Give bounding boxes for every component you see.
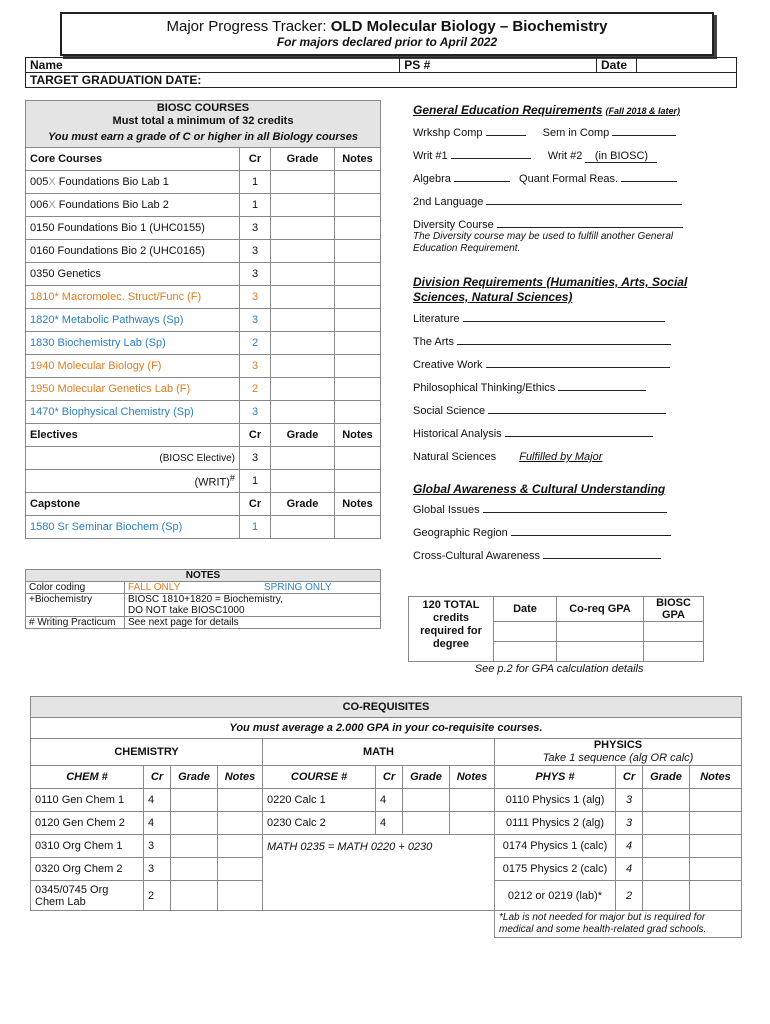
gen-ed-section: General Education Requirements (Fall 2018 & later) Wrkshp Comp Sem in Comp Writ #1 Writ #2 (in BIOSC) Algebra Quant Formal Reas. 2nd Language Diversity Course The Diversity course may be used to fulfill another General Education Requirement.	[413, 103, 703, 255]
grade-cell[interactable]	[643, 789, 690, 812]
global-field[interactable]	[543, 558, 661, 559]
grade-cell[interactable]	[271, 194, 335, 217]
notes-cell[interactable]	[335, 217, 381, 240]
grade-cell[interactable]	[643, 881, 690, 911]
notes-cell[interactable]	[335, 470, 381, 493]
course-name: 1470* Biophysical Chemistry (Sp)	[26, 401, 240, 424]
grade-cell[interactable]	[643, 858, 690, 881]
coreq-row	[31, 789, 742, 812]
notes-cell[interactable]	[690, 812, 742, 835]
elective-cr: 1	[240, 470, 271, 493]
core-course-row	[26, 171, 381, 194]
global-item: Cross-Cultural Awareness	[413, 550, 708, 573]
division-field[interactable]	[558, 390, 646, 391]
course-cr: 2	[240, 378, 271, 401]
core-course-row	[26, 263, 381, 286]
gpa-note: See p.2 for GPA calculation details	[474, 662, 644, 675]
lab-note: *Lab is not needed for major but is required for medical and some health-related grad schools.	[495, 911, 742, 938]
course-name: 1810* Macromolec. Struct/Func (F)	[26, 286, 240, 309]
gen-ed-title: General Education Requirements (Fall 2018 & later)	[413, 103, 680, 117]
chem-course: 0110 Gen Chem 1	[31, 789, 144, 812]
diversity-note: The Diversity course may be used to fulfill another General Education Requirement.	[413, 231, 674, 254]
biosc-credits-note: Must total a minimum of 32 credits	[26, 115, 381, 127]
core-course-row	[26, 332, 381, 355]
notes-cell[interactable]	[335, 401, 381, 424]
chemistry-header: CHEMISTRY	[31, 739, 263, 766]
chem-num-header: CHEM #	[31, 766, 144, 789]
writing-label: # Writing Practicum	[26, 617, 125, 629]
course-cr: 3	[240, 309, 271, 332]
grade-cell[interactable]	[271, 332, 335, 355]
phys-num-header: PHYS #	[495, 766, 616, 789]
grade-header: Grade	[643, 766, 690, 789]
chem-course: 0320 Org Chem 2	[31, 858, 144, 881]
course-cr: 2	[240, 332, 271, 355]
notes-cell[interactable]	[218, 881, 263, 911]
notes-cell[interactable]	[335, 263, 381, 286]
color-coding-label: Color coding	[26, 582, 125, 594]
biochem-label: +Biochemistry	[26, 594, 125, 617]
elective-writ: (WRIT)#	[26, 470, 240, 493]
cr-header: Cr	[240, 493, 271, 516]
chem-cr: 2	[144, 881, 171, 911]
notes-header: Notes	[335, 493, 381, 516]
notes-cell[interactable]	[218, 858, 263, 881]
grade-cell[interactable]	[271, 378, 335, 401]
notes-table	[25, 569, 381, 629]
grade-header: Grade	[403, 766, 450, 789]
grade-cell[interactable]	[171, 789, 218, 812]
coreq-subtitle: You must average a 2.000 GPA in your co-requisite courses.	[31, 718, 742, 739]
phys-cr: 3	[616, 812, 643, 835]
course-name: 005X Foundations Bio Lab 1	[26, 171, 240, 194]
math-course: 0220 Calc 1	[263, 789, 376, 812]
course-cr: 3	[240, 286, 271, 309]
core-course-row	[26, 240, 381, 263]
grade-cell[interactable]	[271, 263, 335, 286]
notes-title: NOTES	[26, 570, 381, 582]
global-item: Geographic Region	[413, 527, 708, 550]
language-field[interactable]	[486, 204, 682, 205]
grade-cell[interactable]	[271, 217, 335, 240]
ps-field[interactable]: PS #	[400, 58, 597, 73]
notes-header: Notes	[335, 424, 381, 447]
writ2-field: (in BIOSC)	[585, 150, 657, 163]
division-field[interactable]	[457, 344, 671, 345]
coreq-table	[30, 696, 742, 938]
grade-cell[interactable]	[271, 286, 335, 309]
chem-course: 0345/0745 Org Chem Lab	[31, 881, 144, 911]
math-cr: 4	[376, 812, 403, 835]
course-name: 0150 Foundations Bio 1 (UHC0155)	[26, 217, 240, 240]
global-title: Global Awareness & Cultural Understanding	[413, 482, 666, 496]
chem-cr: 4	[144, 789, 171, 812]
grade-cell[interactable]	[171, 835, 218, 858]
grade-header: Grade	[271, 148, 335, 171]
cr-header: Cr	[240, 148, 271, 171]
total-credits: 120 TOTAL credits required for degree	[409, 597, 494, 662]
gpa-date-header: Date	[494, 597, 557, 622]
grade-cell[interactable]	[271, 401, 335, 424]
gpa-cell[interactable]	[644, 622, 704, 642]
quant-field[interactable]	[621, 181, 677, 182]
division-section: Division Requirements (Humanities, Arts, Social Sciences, Natural Sciences) Literature The Arts Creative Work Philosophical Thinking/Ethics Social Science Historical Analysis Natural Sciences Fulfilled by Major	[413, 275, 708, 474]
student-info-table	[25, 57, 737, 88]
course-name: 006X Foundations Bio Lab 2	[26, 194, 240, 217]
notes-cell[interactable]	[335, 240, 381, 263]
core-courses-header: Core Courses	[26, 148, 240, 171]
grade-cell[interactable]	[403, 789, 450, 812]
natural-sciences-value: Fulfilled by Major	[519, 451, 603, 463]
notes-header: Notes	[450, 766, 495, 789]
coreq-row	[31, 835, 742, 858]
grade-cell[interactable]	[271, 516, 335, 539]
core-course-row	[26, 378, 381, 401]
division-field[interactable]	[486, 367, 670, 368]
course-cr: 1	[240, 194, 271, 217]
global-item: Global Issues	[413, 504, 708, 527]
title-box	[60, 12, 714, 56]
core-course-row	[26, 401, 381, 424]
division-item: Historical Analysis	[413, 428, 708, 451]
page-subtitle: For majors declared prior to April 2022	[276, 35, 498, 49]
physics-header: PHYSICS Take 1 sequence (alg OR calc)	[495, 739, 742, 766]
grade-cell[interactable]	[171, 812, 218, 835]
grade-header: Grade	[271, 424, 335, 447]
wrkshp-comp-field[interactable]	[486, 135, 526, 136]
chem-cr: 3	[144, 835, 171, 858]
phys-course: 0212 or 0219 (lab)*	[495, 881, 616, 911]
gpa-cell[interactable]	[494, 642, 557, 662]
course-cr: 3	[240, 240, 271, 263]
division-item: Literature	[413, 313, 708, 336]
cr-header: Cr	[616, 766, 643, 789]
date-label: Date	[597, 58, 637, 73]
division-item: Creative Work	[413, 359, 708, 382]
chem-course: 0120 Gen Chem 2	[31, 812, 144, 835]
gpa-cell[interactable]	[557, 622, 644, 642]
phys-course: 0174 Physics 1 (calc)	[495, 835, 616, 858]
capstone-header: Capstone	[26, 493, 240, 516]
grade-cell[interactable]	[271, 470, 335, 493]
chem-cr: 3	[144, 858, 171, 881]
coreq-row	[31, 812, 742, 835]
grade-cell[interactable]	[271, 447, 335, 470]
global-section	[413, 482, 708, 573]
math-note: MATH 0235 = MATH 0220 + 0230	[263, 835, 495, 911]
biosc-grade-note: You must earn a grade of C or higher in all Biology courses	[26, 127, 381, 148]
phys-cr: 3	[616, 789, 643, 812]
grade-cell[interactable]	[643, 835, 690, 858]
algebra-field[interactable]	[454, 181, 510, 182]
notes-cell[interactable]	[335, 171, 381, 194]
notes-cell[interactable]	[690, 835, 742, 858]
notes-cell[interactable]	[690, 858, 742, 881]
notes-cell[interactable]	[335, 355, 381, 378]
notes-cell[interactable]	[335, 447, 381, 470]
core-course-row	[26, 309, 381, 332]
name-field[interactable]: Name	[26, 58, 400, 73]
notes-cell[interactable]	[335, 194, 381, 217]
phys-cr: 4	[616, 858, 643, 881]
gpa-cell[interactable]	[644, 642, 704, 662]
core-course-row	[26, 286, 381, 309]
notes-cell[interactable]	[335, 286, 381, 309]
spring-only-legend: SPRING ONLY	[261, 582, 381, 594]
math-course: 0230 Calc 2	[263, 812, 376, 835]
cr-header: Cr	[376, 766, 403, 789]
grade-header: Grade	[271, 493, 335, 516]
capstone-cr: 1	[240, 516, 271, 539]
math-cr: 4	[376, 789, 403, 812]
global-field[interactable]	[483, 512, 667, 513]
electives-header: Electives	[26, 424, 240, 447]
notes-cell[interactable]	[690, 881, 742, 911]
notes-cell[interactable]	[218, 835, 263, 858]
gpa-cell[interactable]	[557, 642, 644, 662]
coreq-title: CO-REQUISITES	[31, 697, 742, 718]
grade-cell[interactable]	[403, 812, 450, 835]
fall-only-legend: FALL ONLY	[125, 582, 262, 594]
notes-header: Notes	[335, 148, 381, 171]
notes-cell[interactable]	[450, 812, 495, 835]
course-name: 0160 Foundations Bio 2 (UHC0165)	[26, 240, 240, 263]
cr-header: Cr	[144, 766, 171, 789]
phys-course: 0110 Physics 1 (alg)	[495, 789, 616, 812]
notes-cell[interactable]	[335, 378, 381, 401]
notes-header: Notes	[690, 766, 742, 789]
grade-cell[interactable]	[171, 858, 218, 881]
diversity-field[interactable]	[497, 227, 683, 228]
page-title: Major Progress Tracker: OLD Molecular Biology – Biochemistry	[166, 18, 608, 35]
division-item: Social Science	[413, 405, 708, 428]
grade-header: Grade	[171, 766, 218, 789]
phys-cr: 4	[616, 835, 643, 858]
notes-cell[interactable]	[335, 332, 381, 355]
core-course-row	[26, 194, 381, 217]
math-header: MATH	[263, 739, 495, 766]
chem-cr: 4	[144, 812, 171, 835]
core-course-row	[26, 355, 381, 378]
notes-cell[interactable]	[690, 789, 742, 812]
notes-cell[interactable]	[218, 812, 263, 835]
gpa-cell[interactable]	[494, 622, 557, 642]
cr-header: Cr	[240, 424, 271, 447]
biosc-gpa-header: BIOSC GPA	[644, 597, 704, 622]
biosc-title: BIOSC COURSES	[26, 101, 381, 116]
course-name: 1830 Biochemistry Lab (Sp)	[26, 332, 240, 355]
phys-cr: 2	[616, 881, 643, 911]
grade-cell[interactable]	[271, 309, 335, 332]
phys-course: 0111 Physics 2 (alg)	[495, 812, 616, 835]
course-name: 1820* Metabolic Pathways (Sp)	[26, 309, 240, 332]
grade-cell[interactable]	[271, 355, 335, 378]
elective-cr: 3	[240, 447, 271, 470]
grade-cell[interactable]	[271, 240, 335, 263]
notes-cell[interactable]	[218, 789, 263, 812]
course-name: 0350 Genetics	[26, 263, 240, 286]
notes-cell[interactable]	[450, 789, 495, 812]
grade-cell[interactable]	[271, 171, 335, 194]
course-cr: 3	[240, 401, 271, 424]
elective-biosc: (BIOSC Elective)	[26, 447, 240, 470]
notes-cell[interactable]	[335, 516, 381, 539]
division-field[interactable]	[488, 413, 666, 414]
division-field[interactable]	[505, 436, 653, 437]
biochem-note: BIOSC 1810+1820 = Biochemistry, DO NOT take BIOSC1000	[125, 594, 381, 617]
notes-cell[interactable]	[335, 309, 381, 332]
division-item: Philosophical Thinking/Ethics	[413, 382, 708, 405]
course-name: 1950 Molecular Genetics Lab (F)	[26, 378, 240, 401]
division-field[interactable]	[463, 321, 665, 322]
course-cr: 3	[240, 355, 271, 378]
writing-note: See next page for details	[125, 617, 381, 629]
writ1-field[interactable]	[451, 158, 531, 159]
course-name: 1940 Molecular Biology (F)	[26, 355, 240, 378]
grade-cell[interactable]	[171, 881, 218, 911]
date-field[interactable]	[636, 58, 736, 73]
global-field[interactable]	[511, 535, 671, 536]
sem-comp-field[interactable]	[612, 135, 676, 136]
phys-course: 0175 Physics 2 (calc)	[495, 858, 616, 881]
course-cr: 1	[240, 171, 271, 194]
biosc-courses-table	[25, 100, 381, 539]
gpa-table	[408, 596, 704, 676]
division-item: The Arts	[413, 336, 708, 359]
course-cr: 3	[240, 263, 271, 286]
course-cr: 3	[240, 217, 271, 240]
notes-header: Notes	[218, 766, 263, 789]
capstone-course: 1580 Sr Seminar Biochem (Sp)	[26, 516, 240, 539]
coreq-gpa-header: Co-req GPA	[557, 597, 644, 622]
grade-cell[interactable]	[643, 812, 690, 835]
core-course-row	[26, 217, 381, 240]
graduation-date-field[interactable]: TARGET GRADUATION DATE:	[26, 73, 737, 88]
division-title: Division Requirements (Humanities, Arts, Social Sciences, Natural Sciences)	[413, 275, 688, 304]
chem-course: 0310 Org Chem 1	[31, 835, 144, 858]
course-num-header: COURSE #	[263, 766, 376, 789]
